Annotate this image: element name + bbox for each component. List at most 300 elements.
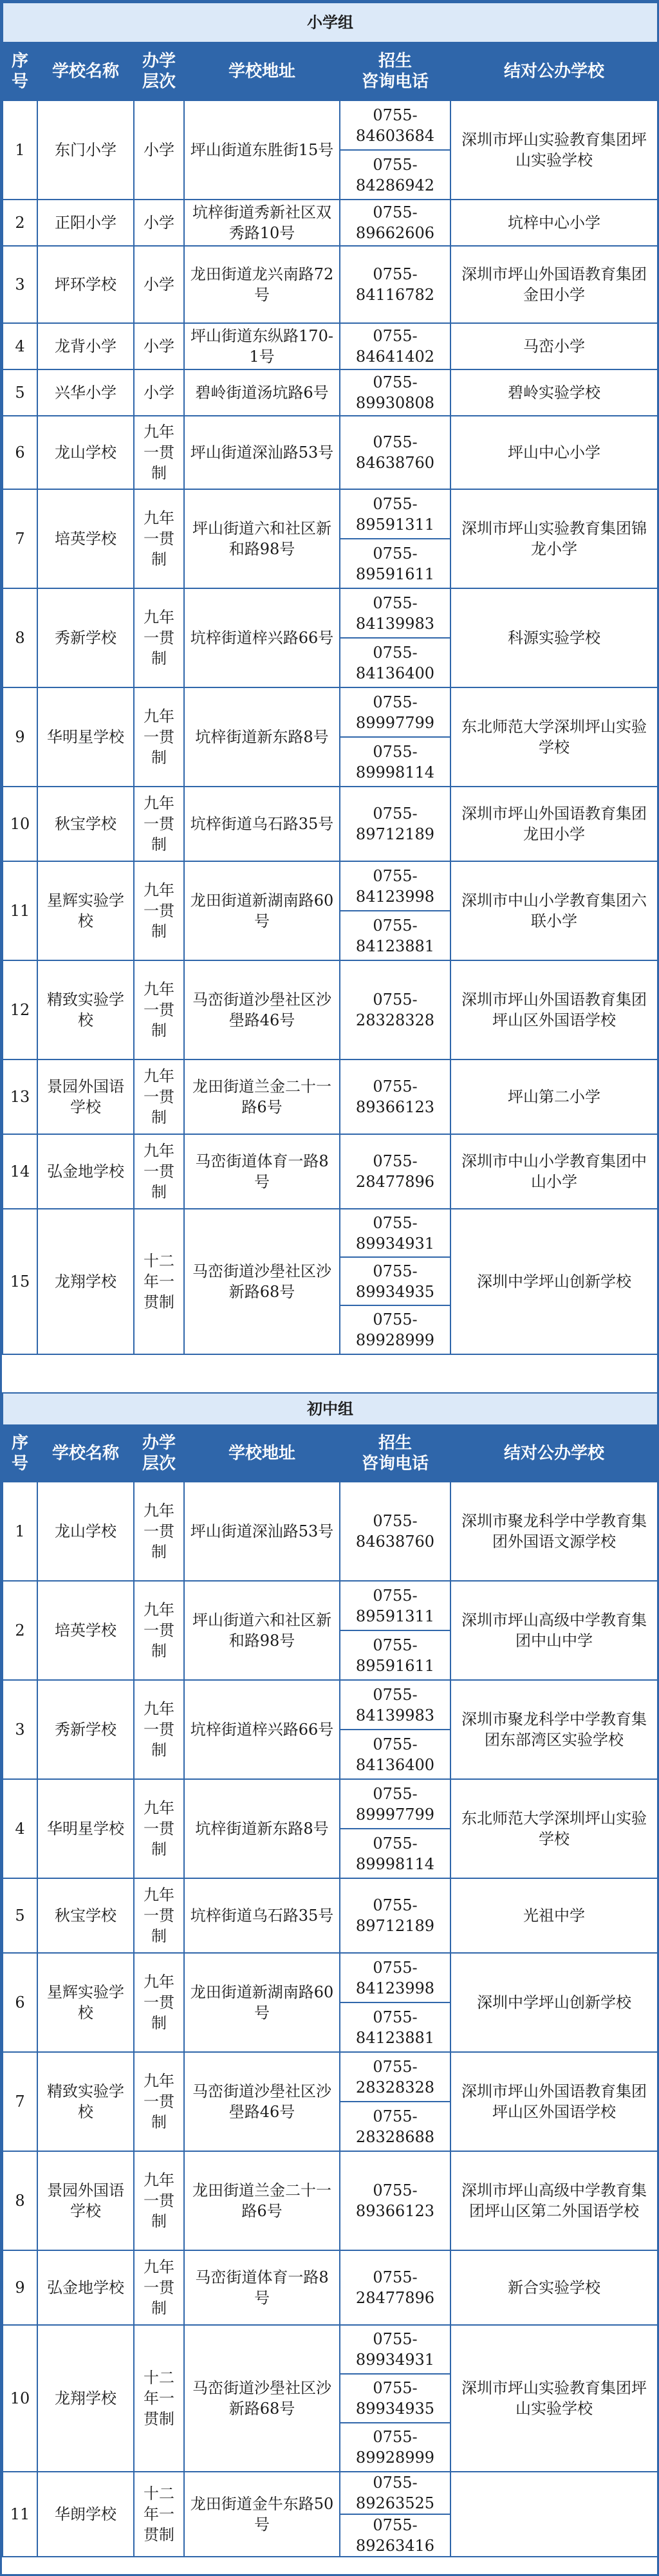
phone-cell: 0755-89712189 xyxy=(340,1878,450,1953)
addr-text: 马峦街道沙壆社区沙新路68号 xyxy=(192,2379,331,2418)
idx-text: 13 xyxy=(10,1088,30,1106)
idx-cell xyxy=(3,1209,37,1354)
paired-cell xyxy=(450,1209,658,1354)
table-row xyxy=(3,246,658,323)
level-text: 九年一贯制 xyxy=(144,1700,174,1759)
addr-cell xyxy=(184,2472,340,2557)
phone-cell: 0755-89997799 xyxy=(340,687,450,737)
idx-cell xyxy=(3,2325,37,2472)
name-cell xyxy=(37,1779,134,1878)
addr-text: 龙田街道新湖南路60号 xyxy=(190,891,334,930)
addr-cell xyxy=(184,1878,340,1953)
idx-cell xyxy=(3,1680,37,1779)
table-row xyxy=(3,1482,658,1581)
header-line: 招生 xyxy=(378,51,412,71)
level-text: 十二年一贯制 xyxy=(144,2369,174,2428)
header-line: 号 xyxy=(11,72,28,91)
addr-cell xyxy=(184,1581,340,1680)
paired-cell xyxy=(450,1134,658,1209)
paired-cell xyxy=(450,1482,658,1581)
paired-cell xyxy=(450,960,658,1059)
level-cell xyxy=(134,200,184,246)
paired-cell xyxy=(450,687,658,787)
level-cell xyxy=(134,2325,184,2472)
table-row xyxy=(3,323,658,369)
name-cell xyxy=(37,687,134,787)
idx-cell xyxy=(3,1581,37,1680)
name-text: 华明星学校 xyxy=(47,1820,124,1838)
idx-cell xyxy=(3,369,37,416)
phone-cell: 0755-89934931 xyxy=(340,2325,450,2374)
name-cell xyxy=(37,1953,134,2052)
addr-cell xyxy=(184,787,340,861)
header-line: 号 xyxy=(11,1454,28,1473)
idx-text: 2 xyxy=(15,1621,25,1639)
name-text: 秋宝学校 xyxy=(55,1907,116,1925)
addr-text: 坑梓街道梓兴路66号 xyxy=(190,1721,334,1739)
name-cell xyxy=(37,323,134,369)
phone-cell: 0755-89998114 xyxy=(340,1829,450,1878)
phone-cell: 0755-84139983 xyxy=(340,588,450,638)
paired-text: 深圳市坪山实验教育集团锦龙小学 xyxy=(461,519,647,558)
addr-text: 龙田街道新湖南路60号 xyxy=(190,1983,334,2022)
name-text: 正阳小学 xyxy=(55,214,116,232)
idx-text: 7 xyxy=(15,530,25,548)
addr-cell xyxy=(184,489,340,588)
column-header-phone xyxy=(340,1425,450,1482)
idx-text: 5 xyxy=(15,1907,25,1925)
table-row xyxy=(3,100,658,150)
addr-text: 坪山街道六和社区新和路98号 xyxy=(192,519,331,558)
idx-cell xyxy=(3,489,37,588)
header-line: 层次 xyxy=(142,1454,176,1473)
phone-cell: 0755-89263416 xyxy=(340,2514,450,2557)
addr-cell xyxy=(184,1953,340,2052)
name-text: 兴华小学 xyxy=(55,384,116,402)
phone-cell: 0755-28477896 xyxy=(340,1134,450,1209)
paired-cell xyxy=(450,246,658,323)
table-row xyxy=(3,1059,658,1134)
header-line: 结对公办学校 xyxy=(503,62,604,81)
table-row xyxy=(3,2052,658,2102)
name-text: 龙背小学 xyxy=(55,337,116,355)
paired-cell xyxy=(450,416,658,489)
header-line: 招生 xyxy=(378,1433,412,1453)
column-header-row xyxy=(3,42,658,100)
phone-cell: 0755-89366123 xyxy=(340,1059,450,1134)
phone-cell: 0755-89366123 xyxy=(340,2151,450,2250)
column-header-name xyxy=(37,1425,134,1482)
phone-cell: 0755-84123998 xyxy=(340,861,450,911)
addr-text: 马峦街道沙壆社区沙新路68号 xyxy=(192,1262,331,1301)
level-cell xyxy=(134,1878,184,1953)
idx-text: 8 xyxy=(15,2192,25,2210)
table-row xyxy=(3,2250,658,2325)
paired-cell xyxy=(450,1953,658,2052)
name-cell xyxy=(37,2250,134,2325)
paired-text: 深圳市坪山外国语教育集团龙田小学 xyxy=(461,805,647,843)
level-cell xyxy=(134,1059,184,1134)
paired-cell xyxy=(450,1779,658,1878)
idx-text: 6 xyxy=(15,1993,25,2011)
table-row xyxy=(3,416,658,489)
phone-cell: 0755-84136400 xyxy=(340,1730,450,1779)
level-text: 九年一贯制 xyxy=(144,1799,174,1858)
name-cell xyxy=(37,200,134,246)
phone-cell: 0755-84116782 xyxy=(340,246,450,323)
name-text: 华朗学校 xyxy=(55,2505,116,2523)
table-row xyxy=(3,1779,658,1829)
paired-text: 光祖中学 xyxy=(523,1907,585,1925)
phone-cell: 0755-89934935 xyxy=(340,1257,450,1305)
name-cell xyxy=(37,2151,134,2250)
header-line: 学校名称 xyxy=(51,62,119,81)
level-cell xyxy=(134,2151,184,2250)
paired-text: 东北师范大学深圳坪山实验学校 xyxy=(461,1809,647,1848)
level-text: 小学 xyxy=(144,141,174,159)
level-cell xyxy=(134,1581,184,1680)
addr-text: 坑梓街道乌石路35号 xyxy=(190,1907,334,1925)
addr-text: 龙田街道兰金二十一路6号 xyxy=(192,2181,331,2220)
name-cell xyxy=(37,1878,134,1953)
column-header-addr xyxy=(184,1425,340,1482)
addr-cell xyxy=(184,1059,340,1134)
level-cell xyxy=(134,100,184,200)
header-line: 结对公办学校 xyxy=(503,1444,604,1463)
addr-text: 龙田街道金牛东路50号 xyxy=(190,2495,334,2534)
addr-cell xyxy=(184,861,340,960)
idx-cell xyxy=(3,2250,37,2325)
header-line: 层次 xyxy=(142,72,176,91)
table-row xyxy=(3,787,658,861)
name-text: 培英学校 xyxy=(55,530,116,548)
name-text: 秀新学校 xyxy=(55,629,116,647)
column-header-level xyxy=(134,42,184,100)
name-text: 景园外国语学校 xyxy=(47,1078,124,1116)
addr-text: 马峦街道沙壆社区沙壆路46号 xyxy=(192,991,331,1029)
level-text: 九年一贯制 xyxy=(144,1502,174,1561)
idx-cell xyxy=(3,687,37,787)
name-cell xyxy=(37,787,134,861)
idx-text: 5 xyxy=(15,384,25,402)
paired-text: 深圳市中山小学教育集团六联小学 xyxy=(461,891,647,930)
level-cell xyxy=(134,2472,184,2557)
phone-cell: 0755-89928999 xyxy=(340,2423,450,2472)
level-text: 九年一贯制 xyxy=(144,608,174,667)
idx-cell xyxy=(3,246,37,323)
addr-text: 坪山街道六和社区新和路98号 xyxy=(192,1611,331,1650)
paired-text: 深圳市坪山实验教育集团坪山实验学校 xyxy=(461,2379,647,2418)
level-text: 九年一贯制 xyxy=(144,794,174,854)
level-cell xyxy=(134,246,184,323)
table-row xyxy=(3,489,658,539)
idx-text: 6 xyxy=(15,443,25,462)
table-row xyxy=(3,588,658,638)
phone-cell: 0755-89591311 xyxy=(340,1581,450,1630)
idx-cell xyxy=(3,2472,37,2557)
name-cell xyxy=(37,1581,134,1680)
column-header-phone xyxy=(340,42,450,100)
paired-text: 深圳市坪山外国语教育集团金田小学 xyxy=(461,265,647,304)
level-text: 九年一贯制 xyxy=(144,881,174,940)
addr-text: 坑梓街道梓兴路66号 xyxy=(190,629,334,647)
idx-text: 7 xyxy=(15,2093,25,2111)
table-row xyxy=(3,960,658,1059)
idx-cell xyxy=(3,2052,37,2151)
phone-cell: 0755-89263525 xyxy=(340,2472,450,2514)
idx-text: 11 xyxy=(10,2505,30,2523)
level-text: 九年一贯制 xyxy=(144,2171,174,2230)
idx-text: 8 xyxy=(15,629,25,647)
addr-text: 马峦街道体育一路8号 xyxy=(195,2268,329,2307)
paired-text: 坪山第二小学 xyxy=(508,1088,600,1106)
addr-cell xyxy=(184,2052,340,2151)
idx-cell xyxy=(3,2151,37,2250)
header-line: 办学 xyxy=(142,51,176,71)
name-cell xyxy=(37,1482,134,1581)
addr-text: 马峦街道体育一路8号 xyxy=(195,1152,329,1191)
addr-text: 坪山街道东纵路170-1号 xyxy=(190,327,333,366)
section-title: 小学组 xyxy=(3,3,658,42)
idx-cell xyxy=(3,200,37,246)
header-line: 学校名称 xyxy=(51,1444,119,1463)
table-row xyxy=(3,687,658,737)
name-text: 景园外国语学校 xyxy=(47,2181,124,2220)
paired-text: 深圳市聚龙科学中学教育集团东部湾区实验学校 xyxy=(461,1710,647,1749)
level-cell xyxy=(134,1482,184,1581)
name-cell xyxy=(37,369,134,416)
phone-cell: 0755-84139983 xyxy=(340,1680,450,1730)
phone-cell: 0755-84603684 xyxy=(340,100,450,150)
addr-cell xyxy=(184,2250,340,2325)
addr-cell xyxy=(184,200,340,246)
name-text: 秀新学校 xyxy=(55,1721,116,1739)
level-text: 九年一贯制 xyxy=(144,2258,174,2317)
column-header-paired xyxy=(450,42,658,100)
paired-cell xyxy=(450,2052,658,2151)
phone-cell: 0755-28477896 xyxy=(340,2250,450,2325)
table-row xyxy=(3,1581,658,1630)
level-cell xyxy=(134,687,184,787)
level-cell xyxy=(134,1779,184,1878)
addr-text: 坪山街道深汕路53号 xyxy=(190,443,334,462)
level-text: 九年一贯制 xyxy=(144,509,174,568)
phone-cell: 0755-84123881 xyxy=(340,911,450,960)
name-text: 龙山学校 xyxy=(55,443,116,462)
level-cell xyxy=(134,369,184,416)
idx-text: 10 xyxy=(10,2389,30,2407)
level-cell xyxy=(134,1680,184,1779)
name-cell xyxy=(37,246,134,323)
level-cell xyxy=(134,1953,184,2052)
name-text: 华明星学校 xyxy=(47,728,124,746)
name-text: 弘金地学校 xyxy=(47,1162,124,1181)
phone-cell: 0755-89712189 xyxy=(340,787,450,861)
level-cell xyxy=(134,489,184,588)
name-cell xyxy=(37,1680,134,1779)
phone-cell: 0755-89591611 xyxy=(340,539,450,588)
name-cell xyxy=(37,1209,134,1354)
name-text: 龙翔学校 xyxy=(55,2389,116,2407)
paired-cell xyxy=(450,2250,658,2325)
addr-cell xyxy=(184,1680,340,1779)
paired-cell xyxy=(450,787,658,861)
level-text: 小学 xyxy=(144,214,174,232)
idx-text: 1 xyxy=(15,141,25,159)
idx-text: 1 xyxy=(15,1522,25,1540)
paired-cell xyxy=(450,1680,658,1779)
column-header-idx xyxy=(3,1425,37,1482)
idx-text: 9 xyxy=(15,728,25,746)
level-text: 九年一贯制 xyxy=(144,2072,174,2131)
paired-text: 深圳市坪山高级中学教育集团中山中学 xyxy=(461,1611,647,1650)
level-cell xyxy=(134,323,184,369)
addr-cell xyxy=(184,100,340,200)
addr-text: 马峦街道沙壆社区沙壆路46号 xyxy=(192,2082,331,2121)
idx-cell xyxy=(3,1878,37,1953)
header-line: 序 xyxy=(11,1433,28,1453)
level-text: 九年一贯制 xyxy=(144,707,174,767)
phone-cell: 0755-89934931 xyxy=(340,1209,450,1257)
table-row xyxy=(3,1680,658,1730)
level-cell xyxy=(134,861,184,960)
table-row xyxy=(3,200,658,246)
name-cell xyxy=(37,861,134,960)
addr-cell xyxy=(184,2325,340,2472)
addr-text: 坑梓街道乌石路35号 xyxy=(190,815,334,833)
name-text: 弘金地学校 xyxy=(47,2279,124,2297)
name-cell xyxy=(37,2052,134,2151)
column-header-paired xyxy=(450,1425,658,1482)
column-header-row xyxy=(3,1425,658,1482)
header-line: 学校地址 xyxy=(228,1444,295,1463)
idx-text: 15 xyxy=(10,1273,30,1291)
addr-text: 坪山街道深汕路53号 xyxy=(190,1522,334,1540)
section-table-primary xyxy=(2,2,658,1355)
name-cell xyxy=(37,1059,134,1134)
header-line: 序 xyxy=(11,51,28,71)
name-text: 东门小学 xyxy=(55,141,116,159)
paired-cell xyxy=(450,1581,658,1680)
table-row xyxy=(3,2151,658,2250)
phone-cell: 0755-84641402 xyxy=(340,323,450,369)
level-text: 十二年一贯制 xyxy=(144,2485,174,2544)
paired-text: 东北师范大学深圳坪山实验学校 xyxy=(461,718,647,756)
paired-text: 深圳中学坪山创新学校 xyxy=(477,1993,631,2011)
phone-cell: 0755-89591311 xyxy=(340,489,450,539)
idx-text: 11 xyxy=(10,902,30,920)
idx-cell xyxy=(3,323,37,369)
idx-text: 4 xyxy=(15,1820,25,1838)
phone-cell: 0755-89930808 xyxy=(340,369,450,416)
paired-text: 马峦小学 xyxy=(523,337,585,355)
paired-text: 坪山中心小学 xyxy=(508,443,600,462)
level-text: 九年一贯制 xyxy=(144,1067,174,1126)
name-cell xyxy=(37,1134,134,1209)
section-title: 初中组 xyxy=(3,1393,658,1425)
phone-cell: 0755-28328328 xyxy=(340,960,450,1059)
idx-text: 12 xyxy=(10,1001,30,1019)
paired-cell xyxy=(450,200,658,246)
paired-text: 碧岭实验学校 xyxy=(508,384,600,402)
idx-text: 2 xyxy=(15,214,25,232)
paired-text: 深圳中学坪山创新学校 xyxy=(477,1273,631,1291)
name-text: 秋宝学校 xyxy=(55,815,116,833)
addr-cell xyxy=(184,960,340,1059)
column-header-addr xyxy=(184,42,340,100)
name-cell xyxy=(37,489,134,588)
addr-cell xyxy=(184,416,340,489)
addr-text: 坑梓街道新东路8号 xyxy=(195,1820,329,1838)
addr-text: 龙田街道龙兴南路72号 xyxy=(190,265,334,304)
paired-text: 深圳市中山小学教育集团中山小学 xyxy=(461,1152,647,1191)
idx-cell xyxy=(3,588,37,687)
name-text: 培英学校 xyxy=(55,1621,116,1639)
addr-cell xyxy=(184,369,340,416)
phone-cell: 0755-89662606 xyxy=(340,200,450,246)
table-row xyxy=(3,369,658,416)
level-text: 九年一贯制 xyxy=(144,980,174,1040)
addr-cell xyxy=(184,1482,340,1581)
table-row xyxy=(3,861,658,911)
paired-text: 坑梓中心小学 xyxy=(508,214,600,232)
paired-cell xyxy=(450,2325,658,2472)
idx-cell xyxy=(3,1779,37,1878)
addr-cell xyxy=(184,687,340,787)
level-text: 小学 xyxy=(144,337,174,355)
phone-cell: 0755-28328328 xyxy=(340,2052,450,2102)
header-line: 咨询电话 xyxy=(361,72,429,91)
idx-cell xyxy=(3,100,37,200)
phone-cell: 0755-89998114 xyxy=(340,737,450,787)
paired-text: 深圳市坪山实验教育集团坪山实验学校 xyxy=(461,131,647,169)
idx-text: 9 xyxy=(15,2279,25,2297)
addr-text: 坑梓街道新东路8号 xyxy=(195,728,329,746)
paired-cell xyxy=(450,861,658,960)
level-text: 小学 xyxy=(144,384,174,402)
phone-cell: 0755-89934935 xyxy=(340,2374,450,2423)
name-cell xyxy=(37,2472,134,2557)
name-text: 星辉实验学校 xyxy=(47,891,124,930)
name-text: 精致实验学校 xyxy=(47,2082,124,2121)
addr-text: 龙田街道兰金二十一路6号 xyxy=(192,1078,331,1116)
paired-text: 科源实验学校 xyxy=(508,629,600,647)
name-cell xyxy=(37,100,134,200)
phone-cell: 0755-89591611 xyxy=(340,1630,450,1680)
idx-cell xyxy=(3,1059,37,1134)
header-line: 学校地址 xyxy=(228,62,295,81)
level-text: 小学 xyxy=(144,275,174,294)
paired-cell xyxy=(450,1878,658,1953)
idx-text: 3 xyxy=(15,1721,25,1739)
idx-text: 3 xyxy=(15,275,25,294)
level-text: 九年一贯制 xyxy=(144,1973,174,2032)
paired-cell xyxy=(450,1059,658,1134)
paired-cell xyxy=(450,2151,658,2250)
level-text: 十二年一贯制 xyxy=(144,1252,174,1311)
idx-cell xyxy=(3,861,37,960)
addr-text: 坪山街道东胜街15号 xyxy=(190,141,334,159)
idx-text: 10 xyxy=(10,815,30,833)
addr-text: 坑梓街道秀新社区双秀路10号 xyxy=(192,203,331,242)
paired-cell xyxy=(450,588,658,687)
phone-cell: 0755-89928999 xyxy=(340,1305,450,1354)
phone-cell: 0755-89997799 xyxy=(340,1779,450,1829)
paired-cell xyxy=(450,2472,658,2557)
level-cell xyxy=(134,588,184,687)
idx-cell xyxy=(3,960,37,1059)
level-cell xyxy=(134,2250,184,2325)
